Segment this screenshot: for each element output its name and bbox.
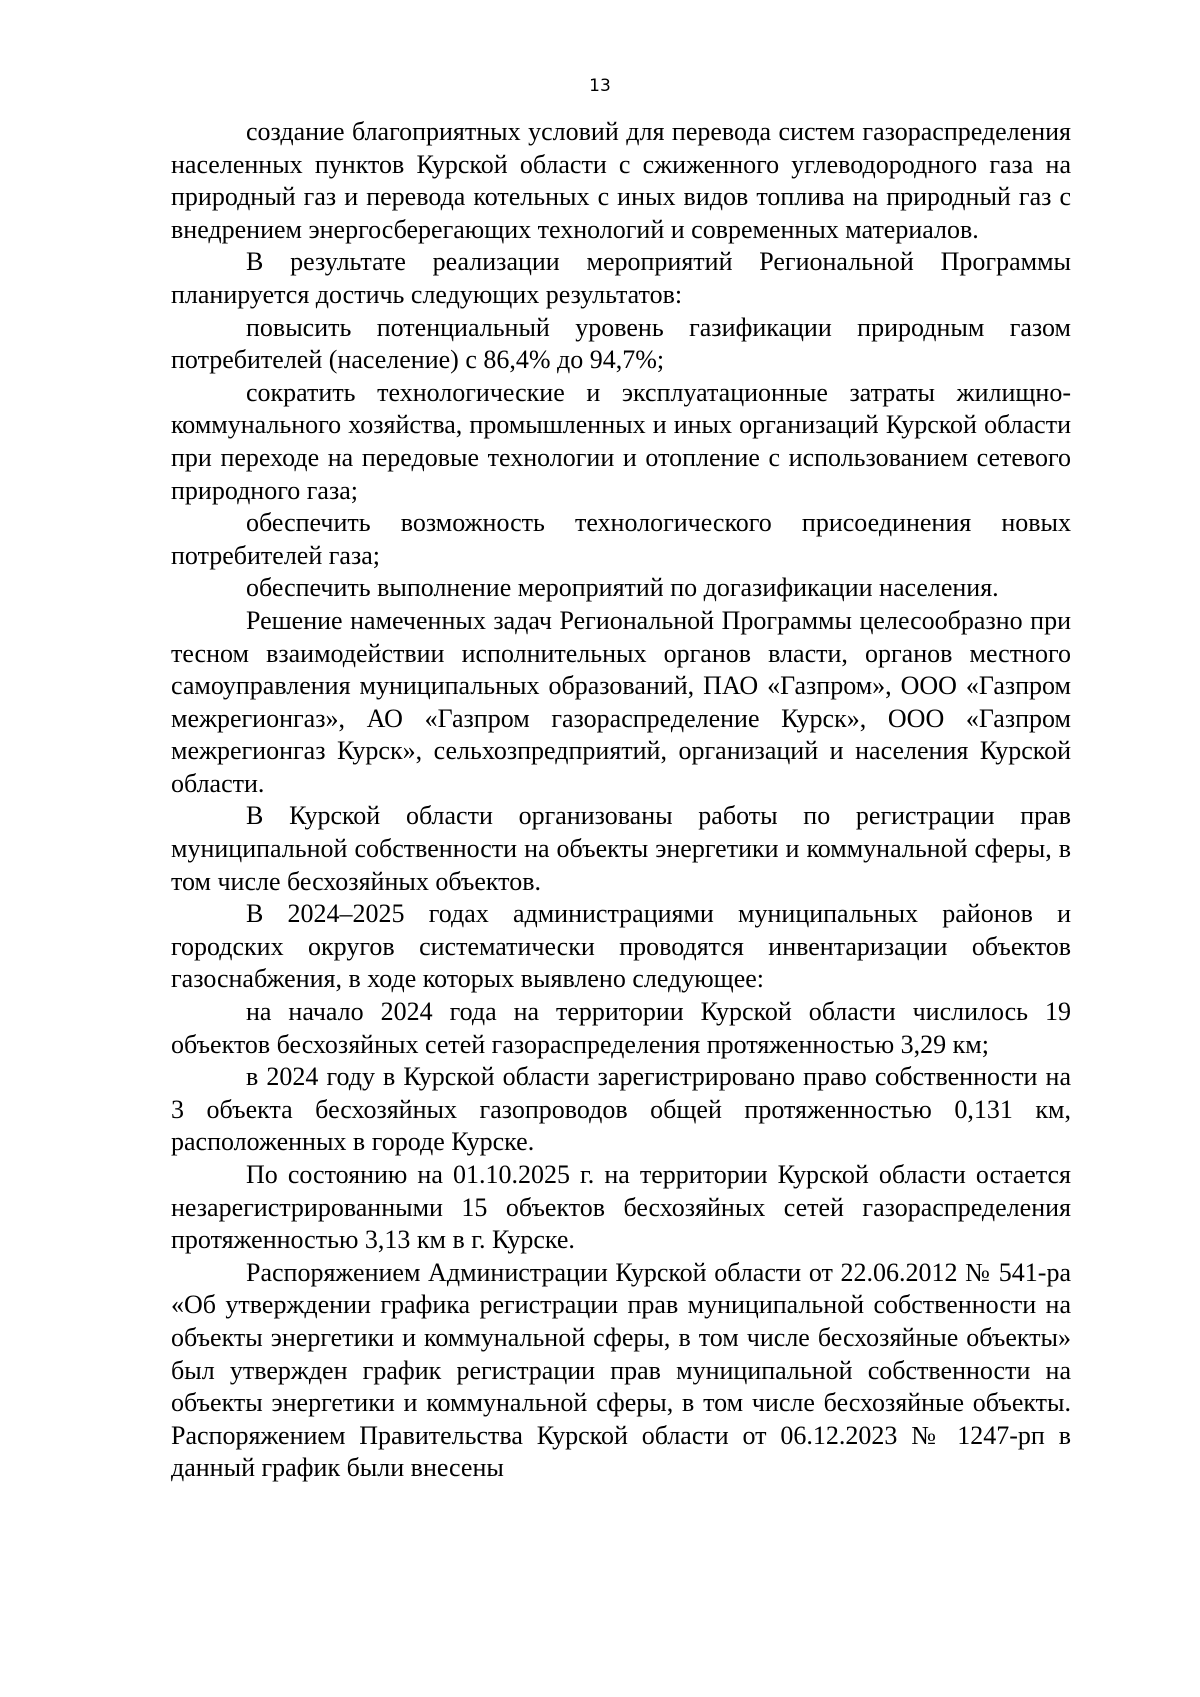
- paragraph-inventory: В 2024–2025 годах администрациями муниципальных районов и городских округов систематически проводятся инвентаризации объектов газоснабжения, в ходе которых выявлено следующее:: [171, 899, 1071, 994]
- paragraph-expected-results: В результате реализации мероприятий Региональной Программы планируется достичь следующих результатов:: [171, 247, 1071, 309]
- paragraph-start-2024: на начало 2024 года на территории Курской области числилось 19 объектов бесхозяйных сетей газораспределения протяженностью 3,29 км;: [171, 997, 1071, 1059]
- paragraph-reduce-costs: сократить технологические и эксплуатационные затраты жилищно-коммунального хозяйства, промышленных и иных организаций Курской области при переходе на передовые технологии и отопление с использованием сетевого природного газа;: [171, 377, 1071, 505]
- paragraph-order-schedule: Распоряжением Администрации Курской области от 22.06.2012 № 541-ра «Об утверждении графика регистрации прав муниципальной собственности на объекты энергетики и коммунальной сферы, в том числе бесхозяйные объекты» был утвержден график регистрации прав муниципальной собственности на объекты энергетики и коммунальной сферы, в том числе бесхозяйные объекты. Распоряжением Правительства Курской области от 06.12.2023 № 1247-рп в данный график были внесены: [171, 1257, 1071, 1483]
- paragraph-registered-2024: в 2024 году в Курской области зарегистрировано право собственности на 3 объекта бесхозяйных газопроводов общей протяженностью 0,131 км, расположенных в городе Курске.: [171, 1062, 1071, 1157]
- paragraph-goal-gas-conversion: создание благоприятных условий для перевода систем газораспределения населенных пунктов Курской области с сжиженного углеводородного газа на природный газ и перевода котельных с иных видов топлива на природный газ с внедрением энергосберегающих технологий и современных материалов.: [171, 117, 1071, 244]
- document-body: [171, 116, 1071, 1485]
- paragraph-gasification-level: повысить потенциальный уровень газификации природным газом потребителей (население) с 86,4% до 94,7%;: [171, 312, 1071, 375]
- paragraph-additional-gasification: обеспечить выполнение мероприятий по догазификации населения.: [246, 573, 999, 603]
- page-number: 13: [589, 76, 611, 96]
- paragraph-status-2025: По состоянию на 01.10.2025 г. на территории Курской области остается незарегистрированными 15 объектов бесхозяйных сетей газораспределения протяженностью 3,13 км в г. Курске.: [171, 1160, 1071, 1255]
- paragraph-new-consumers: обеспечить возможность технологического присоединения новых потребителей газа;: [171, 508, 1071, 570]
- paragraph-cooperation: Решение намеченных задач Региональной Программы целесообразно при тесном взаимодействии исполнительных органов власти, органов местного самоуправления муниципальных образований, ПАО «Газпром», ООО «Газпром межрегионгаз», АО «Газпром газораспределение Курск», ООО «Газпром межрегионгаз Курск», сельхозпредприятий, организаций и населения Курской области.: [171, 605, 1071, 798]
- paragraph-property-registration: В Курской области организованы работы по регистрации прав муниципальной собственности на объекты энергетики и коммунальной сферы, в том числе бесхозяйных объектов.: [171, 801, 1071, 896]
